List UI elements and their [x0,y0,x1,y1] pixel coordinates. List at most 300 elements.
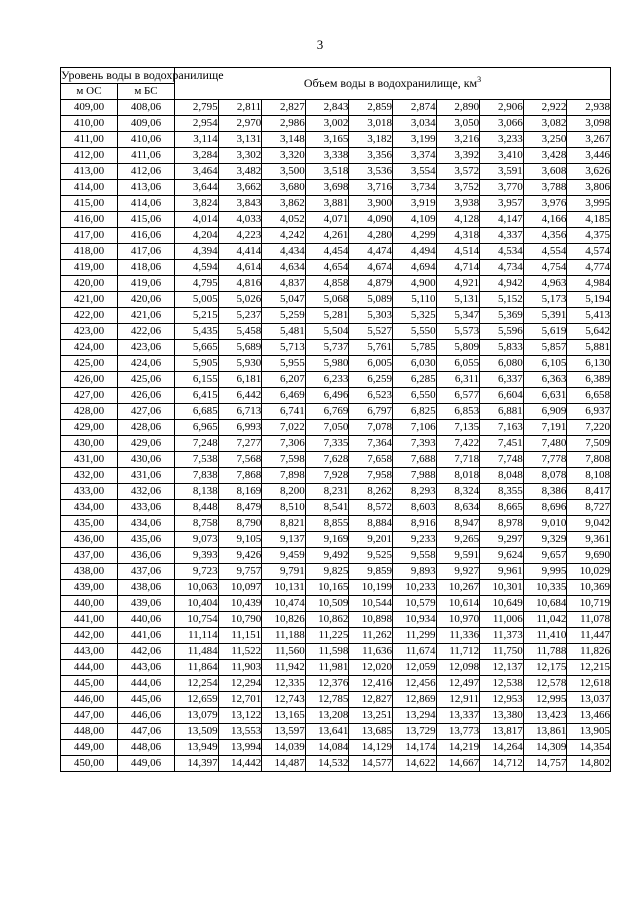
volume-cell: 6,741 [262,404,306,420]
volume-cell: 9,525 [349,548,393,564]
level-os-cell: 409,00 [61,100,118,116]
volume-cell: 9,591 [436,548,480,564]
volume-cell: 11,151 [218,628,262,644]
volume-cell: 9,723 [175,564,219,580]
volume-cell: 11,299 [392,628,436,644]
volume-cell: 9,927 [436,564,480,580]
volume-cell: 4,837 [262,276,306,292]
volume-cell: 8,947 [436,516,480,532]
volume-cell: 3,881 [305,196,349,212]
volume-cell: 11,042 [523,612,567,628]
volume-cell: 8,324 [436,484,480,500]
volume-cell: 10,719 [567,596,611,612]
level-bs-cell: 423,06 [118,340,175,356]
volume-cell: 7,106 [392,420,436,436]
volume-cell: 8,448 [175,500,219,516]
reservoir-volume-table [60,67,611,772]
volume-cell: 10,404 [175,596,219,612]
volume-cell: 11,981 [305,660,349,676]
volume-cell: 8,603 [392,500,436,516]
volume-cell: 10,439 [218,596,262,612]
volume-cell: 6,909 [523,404,567,420]
volume-cell: 8,510 [262,500,306,516]
table-row [61,500,611,516]
volume-cell: 6,469 [262,388,306,404]
volume-cell: 5,809 [436,340,480,356]
volume-cell: 4,942 [480,276,524,292]
table-row [61,340,611,356]
level-os-cell: 415,00 [61,196,118,212]
volume-cell: 10,898 [349,612,393,628]
table-row [61,692,611,708]
page-number: 3 [316,37,324,52]
volume-cell: 9,893 [392,564,436,580]
volume-cell: 5,347 [436,308,480,324]
volume-cell: 3,034 [392,116,436,132]
level-os-cell: 445,00 [61,676,118,692]
volume-cell: 7,808 [567,452,611,468]
volume-cell: 8,293 [392,484,436,500]
volume-cell: 10,754 [175,612,219,628]
volume-cell: 4,128 [436,212,480,228]
volume-cell: 3,554 [392,164,436,180]
volume-cell: 13,509 [175,724,219,740]
volume-cell: 2,938 [567,100,611,116]
volume-cell: 6,496 [305,388,349,404]
volume-cell: 8,355 [480,484,524,500]
volume-cell: 2,827 [262,100,306,116]
volume-cell: 3,626 [567,164,611,180]
volume-cell: 8,696 [523,500,567,516]
volume-cell: 4,337 [480,228,524,244]
volume-cell: 6,080 [480,356,524,372]
volume-cell: 5,573 [436,324,480,340]
volume-cell: 5,481 [262,324,306,340]
volume-cell: 3,284 [175,148,219,164]
table-row [61,356,611,372]
volume-cell: 12,376 [305,676,349,692]
volume-cell: 14,397 [175,756,219,772]
table-row [61,244,611,260]
volume-cell: 9,137 [262,532,306,548]
volume-cell: 3,644 [175,180,219,196]
table-row [61,372,611,388]
volume-cell: 3,843 [218,196,262,212]
volume-cell: 3,114 [175,132,219,148]
volume-cell: 12,869 [392,692,436,708]
volume-cell: 4,574 [567,244,611,260]
level-os-cell: 442,00 [61,628,118,644]
volume-cell: 13,208 [305,708,349,724]
volume-cell: 3,806 [567,180,611,196]
level-os-cell: 411,00 [61,132,118,148]
volume-cell: 5,194 [567,292,611,308]
level-os-cell: 413,00 [61,164,118,180]
level-os-cell: 435,00 [61,516,118,532]
volume-cell: 10,097 [218,580,262,596]
volume-cell: 7,480 [523,436,567,452]
volume-cell: 8,108 [567,468,611,484]
volume-cell: 6,415 [175,388,219,404]
volume-cell: 10,301 [480,580,524,596]
volume-cell: 11,447 [567,628,611,644]
volume-cell: 12,743 [262,692,306,708]
level-bs-cell: 410,06 [118,132,175,148]
volume-cell: 7,191 [523,420,567,436]
level-os-cell: 429,00 [61,420,118,436]
volume-cell: 12,254 [175,676,219,692]
level-os-cell: 424,00 [61,340,118,356]
volume-cell: 9,042 [567,516,611,532]
volume-cell: 8,386 [523,484,567,500]
volume-cell: 4,434 [262,244,306,260]
volume-cell: 6,797 [349,404,393,420]
volume-cell: 10,684 [523,596,567,612]
volume-cell: 3,788 [523,180,567,196]
volume-cell: 4,858 [305,276,349,292]
level-os-cell: 425,00 [61,356,118,372]
volume-cell: 3,900 [349,196,393,212]
volume-cell: 5,089 [349,292,393,308]
volume-cell: 6,853 [436,404,480,420]
volume-cell: 10,934 [392,612,436,628]
table-row [61,516,611,532]
volume-cell: 5,281 [305,308,349,324]
table-row [61,420,611,436]
volume-cell: 7,598 [262,452,306,468]
volume-cell: 7,658 [349,452,393,468]
volume-cell: 9,492 [305,548,349,564]
volume-cell: 6,604 [480,388,524,404]
volume-cell: 4,494 [392,244,436,260]
volume-cell: 4,394 [175,244,219,260]
volume-cell: 8,916 [392,516,436,532]
volume-cell: 13,423 [523,708,567,724]
volume-cell: 5,905 [175,356,219,372]
volume-cell: 6,337 [480,372,524,388]
table-row [61,228,611,244]
volume-cell: 11,560 [262,644,306,660]
volume-cell: 10,335 [523,580,567,596]
level-bs-cell: 422,06 [118,324,175,340]
volume-cell: 8,665 [480,500,524,516]
volume-cell: 2,811 [218,100,262,116]
level-os-cell: 434,00 [61,500,118,516]
volume-cell: 7,898 [262,468,306,484]
volume-cell: 7,335 [305,436,349,452]
volume-cell: 3,082 [523,116,567,132]
volume-cell: 6,259 [349,372,393,388]
volume-cell: 8,634 [436,500,480,516]
volume-cell: 5,173 [523,292,567,308]
volume-cell: 3,374 [392,148,436,164]
table-row [61,276,611,292]
volume-cell: 2,922 [523,100,567,116]
volume-cell: 7,628 [305,452,349,468]
volume-cell: 14,532 [305,756,349,772]
volume-cell: 5,527 [349,324,393,340]
volume-cell: 9,426 [218,548,262,564]
table-row [61,164,611,180]
volume-cell: 6,937 [567,404,611,420]
level-os-cell: 414,00 [61,180,118,196]
level-bs-cell: 439,06 [118,596,175,612]
volume-cell: 11,484 [175,644,219,660]
volume-cell: 11,598 [305,644,349,660]
volume-cell: 9,995 [523,564,567,580]
level-bs-cell: 449,06 [118,756,175,772]
table-row [61,628,611,644]
volume-cell: 7,078 [349,420,393,436]
volume-cell: 3,824 [175,196,219,212]
volume-cell: 9,105 [218,532,262,548]
volume-cell: 11,225 [305,628,349,644]
volume-cell: 4,795 [175,276,219,292]
level-bs-cell: 408,06 [118,100,175,116]
volume-cell: 8,790 [218,516,262,532]
table-row [61,484,611,500]
volume-cell: 13,773 [436,724,480,740]
volume-cell: 5,391 [523,308,567,324]
level-os-cell: 438,00 [61,564,118,580]
volume-cell: 3,680 [262,180,306,196]
volume-cell: 5,110 [392,292,436,308]
volume-cell: 9,825 [305,564,349,580]
volume-cell: 3,957 [480,196,524,212]
volume-cell: 9,558 [392,548,436,564]
volume-cell: 13,165 [262,708,306,724]
volume-cell: 10,131 [262,580,306,596]
volume-cell: 14,039 [262,740,306,756]
volume-cell: 5,047 [262,292,306,308]
volume-cell: 9,361 [567,532,611,548]
volume-cell: 3,770 [480,180,524,196]
level-os-cell: 441,00 [61,612,118,628]
volume-cell: 10,474 [262,596,306,612]
volume-cell: 6,577 [436,388,480,404]
volume-cell: 9,297 [480,532,524,548]
volume-cell: 8,417 [567,484,611,500]
volume-cell: 12,618 [567,676,611,692]
level-bs-cell: 414,06 [118,196,175,212]
volume-cell: 6,030 [392,356,436,372]
volume-cell: 10,509 [305,596,349,612]
volume-cell: 6,389 [567,372,611,388]
volume-cell: 2,874 [392,100,436,116]
volume-cell: 5,259 [262,308,306,324]
volume-cell: 7,364 [349,436,393,452]
volume-cell: 3,216 [436,132,480,148]
volume-cell: 10,826 [262,612,306,628]
volume-cell: 9,690 [567,548,611,564]
volume-cell: 3,018 [349,116,393,132]
volume-cell: 4,280 [349,228,393,244]
volume-cell: 9,459 [262,548,306,564]
volume-cell: 12,020 [349,660,393,676]
level-os-cell: 436,00 [61,532,118,548]
volume-cell: 8,138 [175,484,219,500]
volume-cell: 5,504 [305,324,349,340]
table-row [61,708,611,724]
volume-cell: 5,930 [218,356,262,372]
level-os-cell: 427,00 [61,388,118,404]
table-row [61,564,611,580]
table-row [61,660,611,676]
volume-cell: 13,380 [480,708,524,724]
level-os-cell: 421,00 [61,292,118,308]
table-row [61,100,611,116]
volume-cell: 3,233 [480,132,524,148]
volume-cell: 6,207 [262,372,306,388]
volume-cell: 5,369 [480,308,524,324]
volume-cell: 3,752 [436,180,480,196]
volume-cell: 3,338 [305,148,349,164]
volume-cell: 5,550 [392,324,436,340]
volume-cell: 9,010 [523,516,567,532]
volume-cell: 4,921 [436,276,480,292]
volume-cell: 5,303 [349,308,393,324]
volume-cell: 9,961 [480,564,524,580]
volume-cell: 11,078 [567,612,611,628]
level-os-cell: 419,00 [61,260,118,276]
volume-cell: 13,037 [567,692,611,708]
volume-cell: 12,578 [523,676,567,692]
volume-cell: 11,712 [436,644,480,660]
volume-cell: 3,446 [567,148,611,164]
volume-cell: 6,055 [436,356,480,372]
volume-cell: 10,233 [392,580,436,596]
volume-cell: 4,654 [305,260,349,276]
level-os-cell: 447,00 [61,708,118,724]
table-row [61,260,611,276]
volume-cell: 4,033 [218,212,262,228]
volume-cell: 9,169 [305,532,349,548]
level-bs-cell: 425,06 [118,372,175,388]
volume-cell: 8,572 [349,500,393,516]
volume-cell: 5,737 [305,340,349,356]
volume-cell: 9,791 [262,564,306,580]
volume-cell: 6,233 [305,372,349,388]
volume-cell: 4,204 [175,228,219,244]
level-bs-cell: 448,06 [118,740,175,756]
level-bs-cell: 411,06 [118,148,175,164]
volume-cell: 11,373 [480,628,524,644]
level-bs-cell: 431,06 [118,468,175,484]
level-bs-cell: 444,06 [118,676,175,692]
volume-cell: 14,802 [567,756,611,772]
volume-cell: 14,129 [349,740,393,756]
volume-cell: 10,267 [436,580,480,596]
volume-cell: 6,658 [567,388,611,404]
level-os-cell: 418,00 [61,244,118,260]
volume-cell: 7,220 [567,420,611,436]
volume-cell: 9,657 [523,548,567,564]
level-bs-cell: 412,06 [118,164,175,180]
level-bs-cell: 409,06 [118,116,175,132]
volume-cell: 3,919 [392,196,436,212]
volume-cell: 5,325 [392,308,436,324]
volume-cell: 8,758 [175,516,219,532]
volume-cell: 8,821 [262,516,306,532]
volume-cell: 6,881 [480,404,524,420]
volume-cell: 3,862 [262,196,306,212]
volume-cell: 5,619 [523,324,567,340]
level-os-cell: 446,00 [61,692,118,708]
volume-cell: 2,986 [262,116,306,132]
volume-cell: 3,066 [480,116,524,132]
table-row [61,468,611,484]
volume-cell: 6,685 [175,404,219,420]
level-os-cell: 422,00 [61,308,118,324]
level-os-cell: 448,00 [61,724,118,740]
level-os-cell: 420,00 [61,276,118,292]
volume-cell: 4,414 [218,244,262,260]
volume-cell: 3,182 [349,132,393,148]
level-os-cell: 410,00 [61,116,118,132]
volume-cell: 6,181 [218,372,262,388]
volume-cell: 4,984 [567,276,611,292]
volume-cell: 12,995 [523,692,567,708]
volume-cell: 8,541 [305,500,349,516]
table-body [61,100,611,772]
table-row [61,292,611,308]
table-row [61,548,611,564]
volume-cell: 7,868 [218,468,262,484]
volume-cell: 8,855 [305,516,349,532]
volume-cell: 13,729 [392,724,436,740]
volume-cell: 4,554 [523,244,567,260]
volume-cell: 13,337 [436,708,480,724]
volume-cell: 4,514 [436,244,480,260]
volume-cell: 6,965 [175,420,219,436]
volume-cell: 5,833 [480,340,524,356]
volume-cell: 11,750 [480,644,524,660]
volume-cell: 7,163 [480,420,524,436]
volume-cell: 2,906 [480,100,524,116]
level-bs-cell: 426,06 [118,388,175,404]
volume-cell: 4,166 [523,212,567,228]
level-os-cell: 431,00 [61,452,118,468]
level-os-cell: 428,00 [61,404,118,420]
volume-cell: 10,649 [480,596,524,612]
level-bs-cell: 445,06 [118,692,175,708]
table-row [61,148,611,164]
volume-cell: 7,778 [523,452,567,468]
volume-cell: 4,816 [218,276,262,292]
volume-cell: 3,698 [305,180,349,196]
table-row [61,116,611,132]
volume-cell: 12,456 [392,676,436,692]
volume-cell: 11,522 [218,644,262,660]
volume-cell: 11,636 [349,644,393,660]
volume-cell: 3,500 [262,164,306,180]
volume-cell: 4,674 [349,260,393,276]
volume-cell: 6,631 [523,388,567,404]
volume-cell: 5,689 [218,340,262,356]
volume-cell: 7,568 [218,452,262,468]
volume-cell: 11,942 [262,660,306,676]
volume-cell: 2,954 [175,116,219,132]
volume-cell: 5,761 [349,340,393,356]
table-row [61,196,611,212]
volume-cell: 7,248 [175,436,219,452]
volume-cell: 8,200 [262,484,306,500]
volume-cell: 14,757 [523,756,567,772]
volume-cell: 14,219 [436,740,480,756]
volume-cell: 3,734 [392,180,436,196]
level-bs-cell: 418,06 [118,260,175,276]
col-header-bs: м БС [118,84,175,100]
